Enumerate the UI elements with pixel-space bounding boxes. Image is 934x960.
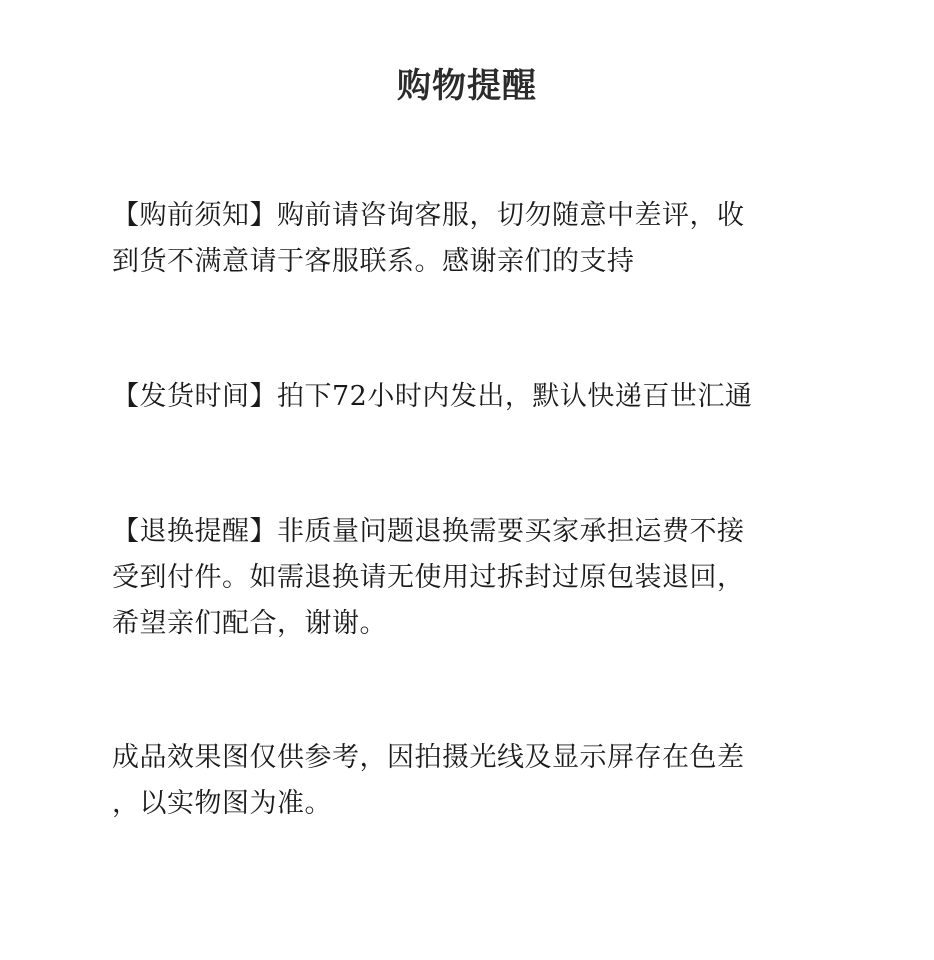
notice-line: 【发货时间】拍下72小时内发出，默认快递百世汇通 [112, 381, 753, 412]
notice-line: 受到付件。如需退换请无使用过拆封过原包装退回， [112, 562, 745, 593]
notice-line: 希望亲们配合，谢谢。 [112, 608, 387, 639]
notice-line: 【购前须知】购前请咨询客服，切勿随意中差评，收 [112, 200, 745, 231]
notice-color-disclaimer [112, 735, 812, 827]
notice-line: 成品效果图仅供参考，因拍摄光线及显示屏存在色差 [112, 742, 745, 773]
notice-shipping-time [112, 374, 812, 420]
notice-line: 【退换提醒】非质量问题退换需要买家承担运费不接 [112, 516, 745, 547]
page-title: 购物提醒 [397, 66, 537, 106]
notice-line: ，以实物图为准。 [112, 788, 332, 819]
notice-return-policy [112, 509, 812, 647]
notice-pre-purchase [112, 193, 812, 285]
notice-line: 到货不满意请于客服联系。感谢亲们的支持 [112, 246, 635, 277]
